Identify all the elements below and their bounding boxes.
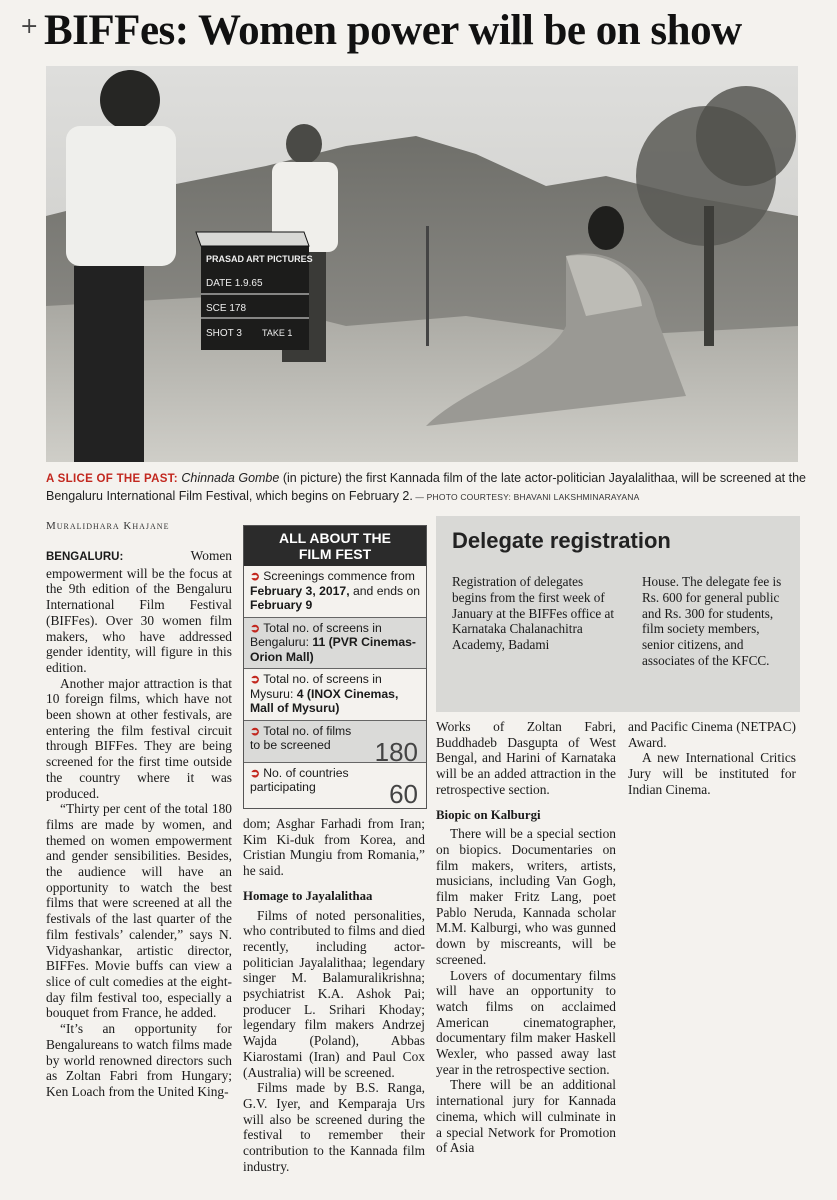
body-column-3 xyxy=(436,719,616,1156)
film-still-illustration xyxy=(46,66,798,462)
fact-box-title: ALL ABOUT THE FILM FEST xyxy=(244,526,426,566)
svg-text:SHOT 3: SHOT 3 xyxy=(206,328,242,339)
caption-text: (in picture) the first Kannada film of the late actor-politician Jayalalithaa, will be screened at the Bengaluru International Film Festival, which begins on February 2. xyxy=(46,471,807,503)
paragraph: BENGALURU: Women empowerment will be the focus at the 9th edition of the Bengaluru International Film Festival (BIFFes). Over 30 women film makers, who have addressed gender identity, will figure in this edition. xyxy=(46,548,232,675)
paragraph: A new International Critics Jury will be instituted for Indian Cinema. xyxy=(628,750,796,797)
paragraph: “It’s an opportunity for Bengalureans to watch films made by world renowned directors such as Zoltan Fabri from Hungary; Ken Loach from the United King- xyxy=(46,1021,232,1099)
photo-credit: — PHOTO COURTESY: BHAVANI LAKSHMINARAYANA xyxy=(412,492,640,502)
arrow-icon: ➲ xyxy=(250,672,261,686)
headline: BIFFes: Women power will be on show xyxy=(44,7,742,54)
delegate-text-right: House. The delegate fee is Rs. 600 for general public and Rs. 300 for students, film society members, senior citizens, and associates of the KFCC. xyxy=(642,574,782,668)
arrow-icon: ➲ xyxy=(250,765,261,780)
paragraph: There will be an additional international jury for Kannada cinema, which will culminate in a special Network for Promotion of Asia xyxy=(436,1077,616,1156)
paragraph: “Thirty per cent of the total 180 films are made by women, and themed on women empowerment and gender sensibilities. Besides, the audience will have an opportunity to watch the best films that were screened at all the festivals of the last quarter of the film festivals’ calender,” says N. Vidyashankar, artistic director, BIFFes. Movie buffs can view a slice of cult comedies at the eight-day film festival too, especially a bouquet from France, he added. xyxy=(46,801,232,1021)
caption-kicker: A SLICE OF THE PAST: xyxy=(46,473,178,485)
dateline: BENGALURU: xyxy=(46,551,124,563)
paragraph: Works of Zoltan Fabri, Buddhadeb Dasgupta of West Bengal, and Harini of Karnataka will be an added attraction in the retrospective section. xyxy=(436,719,616,797)
arrow-icon: ➲ xyxy=(250,569,261,583)
fact-item-total-films: ➲ Total no. of films to be screened 180 xyxy=(244,721,426,763)
svg-text:DATE 1.9.65: DATE 1.9.65 xyxy=(206,278,263,289)
arrow-icon: ➲ xyxy=(250,723,261,738)
paragraph: Lovers of documentary films will have an opportunity to watch films on acclaimed American cinematographer, documentary film maker Haskell Wexler, who passed away last year in the retrospective section. xyxy=(436,967,616,1077)
body-column-4 xyxy=(628,719,796,798)
body-column-2 xyxy=(243,816,425,1174)
total-films-number: 180 xyxy=(374,737,418,767)
fact-box xyxy=(243,525,427,809)
delegate-registration-box xyxy=(436,516,800,712)
svg-text:SCE 178: SCE 178 xyxy=(206,303,247,314)
fact-item-dates: ➲ Screenings commence from February 3, 2017, and ends on February 9 xyxy=(244,566,426,618)
delegate-heading: Delegate registration xyxy=(452,528,671,553)
paragraph: Films of noted personalities, who contributed to films and died recently, including actor-politician Jayalalithaa; legendary singer M. Balamuralikrishna; psychiatrist K.A. Ashok Pai; producer L. Srihari Khoday; legendary film makers Andrzej Wajda (Poland), Abbas Kiarostami (Iran) and Paul Cox (Australia) will be screened. xyxy=(243,907,425,1080)
fact-item-countries: ➲ No. of countries participating 60 xyxy=(250,765,418,809)
clapboard-icon xyxy=(196,232,313,350)
byline: Muralidhara Khajane xyxy=(46,520,170,532)
photo-caption xyxy=(46,470,806,506)
arrow-icon: ➲ xyxy=(250,620,261,635)
countries-number: 60 xyxy=(389,779,418,809)
paragraph: and Pacific Cinema (NETPAC) Award. xyxy=(628,719,796,750)
svg-text:TAKE 1: TAKE 1 xyxy=(262,328,293,338)
svg-text:PRASAD ART PICTURES: PRASAD ART PICTURES xyxy=(206,254,313,264)
fact-item-bengaluru-screens: ➲ Total no. of screens in Bengaluru: 11 (PVR Cinemas-Orion Mall) xyxy=(244,618,426,670)
fact-item-mysuru-screens: ➲ Total no. of screens in Mysuru: 4 (INOX Cinemas, Mall of Mysuru) xyxy=(244,669,426,721)
subhead-biopic: Biopic on Kalburgi xyxy=(436,807,541,822)
film-still-photo xyxy=(46,66,798,462)
paragraph: There will be a special section on biopics. Documentaries on film makers, writers, artists, musicians, including Van Gogh, film maker Fritz Lang, poet Pablo Neruda, Kannada scholar M.M. Kalburgi, who was gunned down by miscreants, will be screened. xyxy=(436,826,616,967)
plus-mark-icon: + xyxy=(20,14,39,39)
paragraph: Another major attraction is that 10 foreign films, which have not been shown at other festivals, are entering the film festival circuit through BIFFes. They are being screened for the first time outside the country where it was produced. xyxy=(46,675,232,801)
paragraph: dom; Asghar Farhadi from Iran; Kim Ki-duk from Korea, and Cristian Mungiu from Romania,” he said. xyxy=(243,816,425,879)
delegate-text-left: Registration of delegates begins from the first week of January at the BIFFes office at Karnataka Chalanachitra Academy, Badami xyxy=(452,574,614,653)
subhead-homage: Homage to Jayalalithaa xyxy=(243,888,373,903)
caption-film-title: Chinnada Gombe xyxy=(181,471,280,485)
body-column-1 xyxy=(46,548,232,1100)
paragraph: Films made by B.S. Ranga, G.V. Iyer, and Kemparaja Urs will also be screened during the festival to remember their contribution to the Kannada film industry. xyxy=(243,1080,425,1174)
